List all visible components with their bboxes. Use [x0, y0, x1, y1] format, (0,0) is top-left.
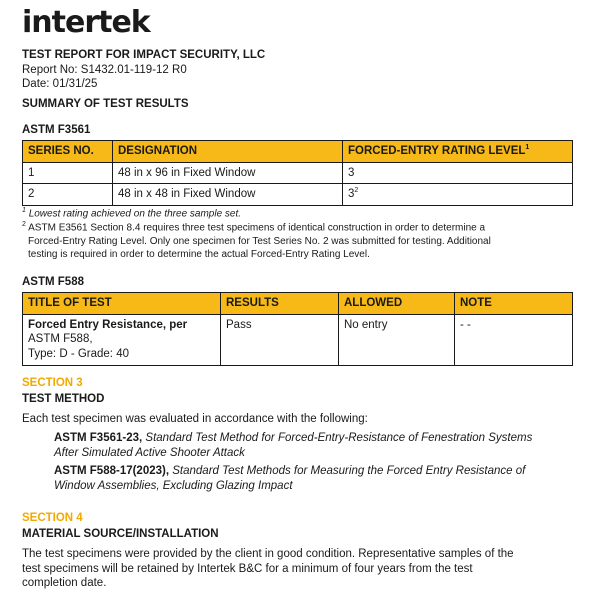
section-4-title: MATERIAL SOURCE/INSTALLATION — [22, 528, 219, 540]
footnote-2-line: ASTM E3561 Section 8.4 requires three test specimens of identical construction in order to determine a — [28, 222, 486, 234]
footnote-ref: 1 — [525, 144, 530, 152]
f3561-label: ASTM F3561 — [22, 124, 91, 136]
table-row — [23, 184, 573, 206]
cell-series: 2 — [23, 184, 113, 206]
standard-code: ASTM F588-17(2023), — [54, 465, 170, 477]
table-row — [23, 314, 573, 365]
cell-test-title — [23, 314, 221, 365]
footnote-2-mark: 2 — [22, 221, 26, 229]
report-number: Report No: S1432.01-119-12 R0 — [22, 63, 187, 76]
test-title-line: Forced Entry Resistance, per — [28, 318, 188, 331]
table-header-row — [23, 141, 573, 163]
cell-rating-value: 3 — [348, 188, 355, 201]
section-3-title: TEST METHOD — [22, 393, 105, 405]
section-4-line: The test specimens were provided by the client in good condition. Representative samples of the — [22, 548, 514, 560]
f3561-table-wrap — [22, 140, 573, 206]
f588-table-wrap — [22, 292, 573, 366]
standard-f3561 — [22, 431, 532, 460]
test-title-line: ASTM F588, — [28, 333, 93, 346]
section-4-line: completion date. — [22, 577, 107, 590]
standard-title-cont: Window Assemblies, Excluding Glazing Impact — [54, 479, 293, 492]
summary-title: SUMMARY OF TEST RESULTS — [22, 98, 189, 110]
section-4-body — [22, 547, 514, 591]
col-header-rating — [343, 141, 573, 163]
report-date: Date: 01/31/25 — [22, 78, 98, 91]
table-header-row — [23, 293, 573, 315]
footnote-2-line: Forced-Entry Rating Level. Only one specimen for Test Series No. 2 was submitted for testing. Additional — [28, 235, 491, 247]
cell-designation: 48 in x 96 in Fixed Window — [113, 162, 343, 184]
footnote-2-line: testing is required in order to determine the actual Forced-Entry Rating Level. — [28, 248, 370, 260]
section-3-intro: Each test specimen was evaluated in accordance with the following: — [22, 413, 368, 425]
cell-note: - - — [455, 314, 573, 365]
report-title: TEST REPORT FOR IMPACT SECURITY, LLC — [22, 49, 266, 61]
section-3-number: SECTION 3 — [22, 377, 83, 389]
footnotes — [22, 206, 491, 261]
cell-series: 1 — [23, 162, 113, 184]
intertek-logo: intertek — [22, 5, 150, 40]
col-header-results: RESULTS — [221, 293, 339, 315]
footnote-ref: 2 — [354, 187, 359, 195]
standard-title: Standard Test Method for Forced-Entry-Resistance of Fenestration Systems — [145, 432, 533, 444]
col-header-allowed: ALLOWED — [339, 293, 455, 315]
cell-rating — [343, 184, 573, 206]
standard-title-cont: After Simulated Active Shooter Attack — [54, 446, 245, 459]
standard-code: ASTM F3561-23, — [54, 432, 143, 444]
col-header-series: SERIES NO. — [23, 141, 113, 163]
f3561-table — [22, 140, 573, 206]
col-header-note: NOTE — [455, 293, 573, 315]
report-header — [22, 48, 265, 92]
cell-allowed: No entry — [339, 314, 455, 365]
standard-title: Standard Test Methods for Measuring the Forced Entry Resistance of — [172, 465, 526, 477]
footnote-1 — [22, 206, 491, 220]
footnote-1-mark: 1 — [22, 207, 26, 214]
col-header-title: TITLE OF TEST — [23, 293, 221, 315]
standard-f588 — [22, 464, 525, 493]
test-title-line: Type: D - Grade: 40 — [28, 348, 129, 361]
section-4-line: test specimens will be retained by Intertek B&C for a minimum of four years from the test — [22, 562, 473, 575]
section-4-number: SECTION 4 — [22, 512, 83, 524]
table-row — [23, 162, 573, 184]
footnote-1-text: Lowest rating achieved on the three sample set. — [28, 208, 242, 220]
col-header-rating-label: FORCED-ENTRY RATING LEVEL — [348, 145, 526, 157]
col-header-designation: DESIGNATION — [113, 141, 343, 163]
footnote-2 — [22, 220, 491, 234]
cell-result: Pass — [221, 314, 339, 365]
f588-table — [22, 292, 573, 366]
cell-designation: 48 in x 48 in Fixed Window — [113, 184, 343, 206]
cell-rating: 3 — [343, 162, 573, 184]
f588-label: ASTM F588 — [22, 276, 84, 288]
